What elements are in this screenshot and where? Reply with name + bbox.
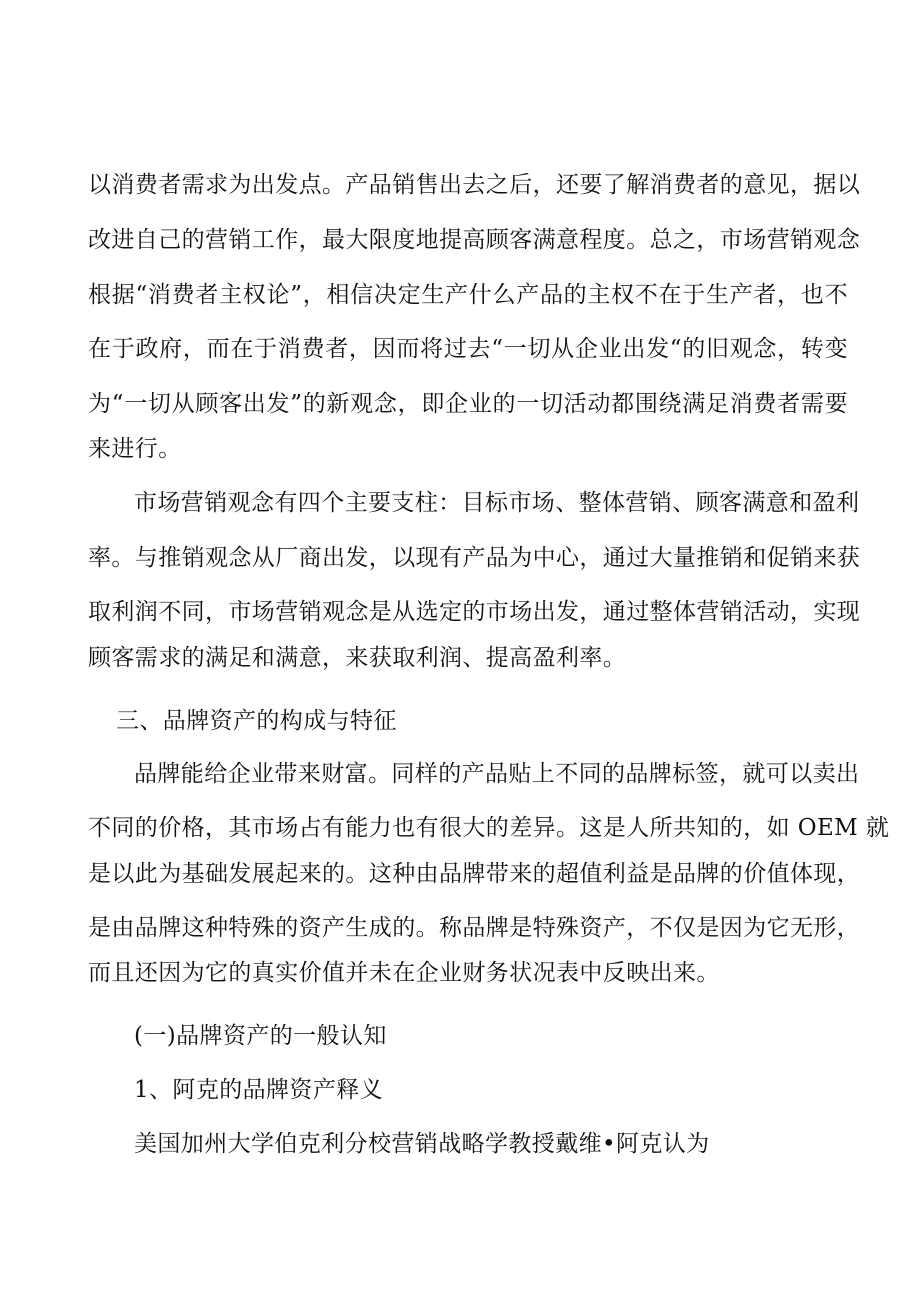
paragraph-1-line-5: 为“一切从顾客出发”的新观念，即企业的一切活动都围绕满足消费者需要 [88,391,848,417]
paragraph-2-line-3: 取利润不同，市场营销观念是从选定的市场出发，通过整体营销活动，实现 [88,599,861,625]
paragraph-1-line-4: 在于政府，而在于消费者，因而将过去“一切从企业出发“的旧观念，转变 [88,336,848,362]
paragraph-1-line-6: 来进行。 [88,436,182,462]
paragraph-2-line-1: 市场营销观念有四个主要支柱：目标市场、整体营销、顾客满意和盈利 [134,490,860,516]
paragraph-3-line-3: 是以此为基础发展起来的。这种由品牌带来的超值利益是品牌的价值体现， [88,861,861,887]
paragraph-4-line-1: 美国加州大学伯克利分校营销战略学教授戴维•阿克认为 [134,1131,710,1157]
paragraph-1-line-3: 根据“消费者主权论”，相信决定生产什么产品的主权不在于生产者，也不 [88,282,848,308]
paragraph-2-line-2: 率。与推销观念从厂商出发，以现有产品为中心，通过大量推销和促销来获 [88,545,861,571]
section-heading: 三、品牌资产的构成与特征 [116,708,397,734]
paragraph-3-line-2: 不同的价格，其市场占有能力也有很大的差异。这是人所共知的，如 OEM 就 [88,815,890,841]
paragraph-1-line-2: 改进自己的营销工作，最大限度地提高顾客满意程度。总之，市场营销观念 [88,227,861,253]
sub-subheading: 1、阿克的品牌资产释义 [134,1077,384,1103]
paragraph-1-line-1: 以消费者需求为出发点。产品销售出去之后，还要了解消费者的意见，据以 [88,172,861,198]
paragraph-3-line-4: 是由品牌这种特殊的资产生成的。称品牌是特殊资产，不仅是因为它无形， [88,915,861,941]
paragraph-3-line-5: 而且还因为它的真实价值并未在企业财务状况表中反映出来。 [88,960,720,986]
paragraph-3-line-1: 品牌能给企业带来财富。同样的产品贴上不同的品牌标签，就可以卖出 [134,761,860,787]
paragraph-2-line-4: 顾客需求的满足和满意，来获取利润、提高盈利率。 [88,645,627,671]
subheading: (一)品牌资产的一般认知 [134,1023,387,1049]
